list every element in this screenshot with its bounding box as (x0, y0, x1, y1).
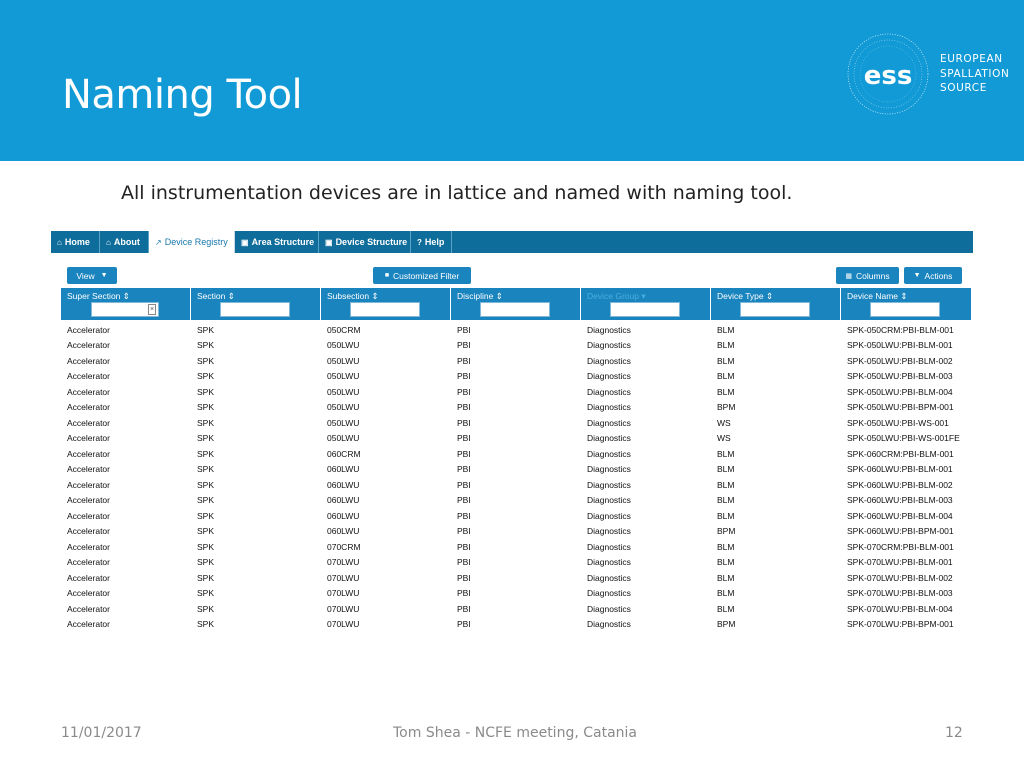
table-cell: Diagnostics (587, 448, 631, 459)
grid-body (61, 322, 971, 632)
table-cell: BLM (717, 510, 735, 521)
table-cell: PBI (457, 464, 471, 475)
table-cell: SPK (197, 448, 215, 459)
table-row[interactable] (61, 431, 971, 447)
table-cell: Accelerator (67, 324, 110, 335)
table-cell: Accelerator (67, 479, 110, 490)
table-cell: SPK-050LWU:PBI-BLM-003 (847, 371, 953, 382)
table-cell: SPK-050LWU:PBI-BPM-001 (847, 402, 954, 413)
table-cell: 060LWU (327, 479, 360, 490)
column-header-label: Discipline (457, 291, 494, 301)
table-cell: SPK (197, 479, 215, 490)
wrench-icon: ↗ (155, 237, 162, 247)
filter-input-section[interactable] (220, 302, 290, 317)
nav-tab-label: Area Structure (251, 237, 315, 247)
table-cell: BPM (717, 526, 736, 537)
column-header-label: Device Name (847, 291, 899, 301)
columns-button-label: Columns (856, 270, 890, 281)
table-cell: SPK-070CRM:PBI-BLM-001 (847, 541, 954, 552)
table-cell: Accelerator (67, 448, 110, 459)
sort-icon: ⇕ (495, 291, 503, 301)
table-cell: BLM (717, 355, 735, 366)
table-cell: BLM (717, 603, 735, 614)
filter-input-device-group[interactable] (610, 302, 680, 317)
view-button[interactable] (67, 267, 117, 284)
table-row[interactable] (61, 322, 971, 338)
table-cell: Diagnostics (587, 417, 631, 428)
table-row[interactable] (61, 415, 971, 431)
table-cell: SPK-050LWU:PBI-WS-001FE (847, 433, 960, 444)
logo-line: SOURCE (940, 82, 987, 94)
table-cell: PBI (457, 340, 471, 351)
table-cell: Diagnostics (587, 495, 631, 506)
table-cell: BLM (717, 495, 735, 506)
table-row[interactable] (61, 555, 971, 571)
table-cell: PBI (457, 495, 471, 506)
table-cell: Diagnostics (587, 324, 631, 335)
table-cell: 070LWU (327, 588, 360, 599)
table-cell: Accelerator (67, 619, 110, 630)
column-header-label: Device Group (587, 291, 639, 301)
column-header-device-name[interactable] (841, 288, 971, 320)
table-cell: SPK (197, 510, 215, 521)
table-cell: BLM (717, 572, 735, 583)
table-cell: Diagnostics (587, 355, 631, 366)
ess-logo (846, 32, 1016, 122)
filter-input-subsection[interactable] (350, 302, 420, 317)
table-row[interactable] (61, 446, 971, 462)
customized-filter-label: Customized Filter (393, 270, 460, 281)
column-header-section[interactable] (191, 288, 321, 320)
table-cell: 060LWU (327, 526, 360, 537)
table-cell: Diagnostics (587, 433, 631, 444)
column-header-label: Subsection (327, 291, 370, 301)
table-cell: BLM (717, 464, 735, 475)
table-cell: WS (717, 417, 731, 428)
table-cell: 050LWU (327, 402, 360, 413)
table-cell: Accelerator (67, 386, 110, 397)
table-cell: 070LWU (327, 603, 360, 614)
nav-tab-label: Device Structure (335, 237, 408, 247)
table-cell: SPK (197, 495, 215, 506)
table-cell: Diagnostics (587, 541, 631, 552)
filter-input-device-name[interactable] (870, 302, 940, 317)
table-cell: Accelerator (67, 588, 110, 599)
ess-logo-icon (846, 32, 930, 116)
sort-desc-icon: ▾ (641, 291, 646, 301)
table-cell: SPK (197, 572, 215, 583)
table-cell: SPK-050LWU:PBI-WS-001 (847, 417, 949, 428)
table-cell: PBI (457, 603, 471, 614)
filter-input-super-section[interactable] (91, 302, 159, 317)
table-cell: BLM (717, 588, 735, 599)
table-cell: PBI (457, 479, 471, 490)
table-cell: PBI (457, 448, 471, 459)
table-cell: Diagnostics (587, 526, 631, 537)
columns-icon: ▦ (845, 272, 853, 280)
home-icon: ⌂ (106, 237, 111, 247)
table-cell: Diagnostics (587, 464, 631, 475)
table-cell: SPK-070LWU:PBI-BLM-002 (847, 572, 953, 583)
nav-tab-help[interactable] (411, 231, 452, 253)
slide-header (0, 0, 1024, 161)
table-cell: Diagnostics (587, 557, 631, 568)
table-cell: PBI (457, 510, 471, 521)
sort-icon: ⇕ (371, 291, 379, 301)
table-row[interactable] (61, 384, 971, 400)
nav-tab-label: About (113, 237, 140, 247)
table-cell: SPK-050LWU:PBI-BLM-004 (847, 386, 953, 397)
table-cell: 060CRM (327, 448, 361, 459)
footer-presenter: Tom Shea - NCFE meeting, Catania (393, 725, 637, 741)
table-cell: Accelerator (67, 526, 110, 537)
nav-tab-label: Device Registry (164, 237, 228, 247)
table-cell: SPK-060LWU:PBI-BLM-001 (847, 464, 953, 475)
table-cell: SPK (197, 386, 215, 397)
page-number: 12 (945, 725, 963, 741)
table-row[interactable] (61, 586, 971, 602)
table-cell: Diagnostics (587, 386, 631, 397)
table-cell: SPK-070LWU:PBI-BLM-001 (847, 557, 953, 568)
table-cell: 050LWU (327, 386, 360, 397)
table-cell: PBI (457, 433, 471, 444)
table-row[interactable] (61, 601, 971, 617)
slide-subtitle: All instrumentation devices are in lattice and named with naming tool. (121, 182, 793, 204)
nav-tab-device-registry[interactable] (149, 231, 235, 253)
table-cell: Diagnostics (587, 479, 631, 490)
table-cell: 050LWU (327, 340, 360, 351)
table-cell: 060LWU (327, 510, 360, 521)
nav-tab-about[interactable] (100, 231, 149, 253)
table-cell: PBI (457, 402, 471, 413)
table-row[interactable] (61, 477, 971, 493)
sort-icon: ⇕ (900, 291, 908, 301)
table-cell: Accelerator (67, 541, 110, 552)
table-row[interactable] (61, 400, 971, 416)
table-cell: Accelerator (67, 340, 110, 351)
table-cell: SPK-060LWU:PBI-BLM-004 (847, 510, 953, 521)
table-cell: BLM (717, 386, 735, 397)
table-cell: BLM (717, 448, 735, 459)
table-cell: BLM (717, 557, 735, 568)
grid-header (61, 288, 971, 320)
table-cell: Accelerator (67, 355, 110, 366)
table-cell: Accelerator (67, 572, 110, 583)
table-cell: SPK (197, 355, 215, 366)
table-cell: PBI (457, 371, 471, 382)
table-cell: SPK (197, 526, 215, 537)
table-cell: SPK (197, 402, 215, 413)
table-cell: PBI (457, 355, 471, 366)
table-row[interactable] (61, 493, 971, 509)
table-cell: SPK (197, 324, 215, 335)
logo-mark: ess (863, 61, 913, 91)
table-cell: 060LWU (327, 495, 360, 506)
actions-button[interactable] (904, 267, 962, 284)
table-cell: BLM (717, 479, 735, 490)
table-cell: PBI (457, 588, 471, 599)
table-cell: PBI (457, 619, 471, 630)
sort-icon: ⇕ (227, 291, 235, 301)
column-header-label: Super Section (67, 291, 121, 301)
table-cell: 050LWU (327, 433, 360, 444)
table-cell: 050LWU (327, 371, 360, 382)
nav-tab-area-structure[interactable] (235, 231, 319, 253)
table-row[interactable] (61, 539, 971, 555)
nav-tab-home[interactable] (51, 231, 100, 253)
clear-filter-icon[interactable]: × (149, 306, 155, 313)
table-row[interactable] (61, 338, 971, 354)
app-navbar (51, 231, 973, 253)
table-cell: Accelerator (67, 417, 110, 428)
table-cell: Accelerator (67, 433, 110, 444)
table-cell: BLM (717, 340, 735, 351)
table-cell: 070CRM (327, 541, 361, 552)
chevron-down-icon: ▼ (100, 272, 108, 279)
table-cell: PBI (457, 572, 471, 583)
table-cell: BLM (717, 371, 735, 382)
chevron-down-icon: ▼ (913, 272, 921, 279)
column-header-device-type[interactable] (711, 288, 841, 320)
table-cell: SPK (197, 619, 215, 630)
nav-tab-label: Home (64, 237, 90, 247)
table-cell: SPK-070LWU:PBI-BLM-004 (847, 603, 953, 614)
table-cell: SPK-060LWU:PBI-BLM-003 (847, 495, 953, 506)
table-cell: Accelerator (67, 510, 110, 521)
nav-tab-device-structure[interactable] (319, 231, 411, 253)
logo-line: SPALLATION (940, 67, 1010, 80)
table-cell: Diagnostics (587, 588, 631, 599)
folder-icon: ▣ (325, 237, 333, 247)
table-cell: SPK (197, 417, 215, 428)
table-row[interactable] (61, 462, 971, 478)
table-cell: Diagnostics (587, 603, 631, 614)
table-cell: SPK (197, 340, 215, 351)
table-row[interactable] (61, 508, 971, 524)
table-cell: Diagnostics (587, 402, 631, 413)
nav-tab-label: Help (424, 237, 445, 247)
table-cell: Diagnostics (587, 340, 631, 351)
table-cell: PBI (457, 386, 471, 397)
table-cell: BPM (717, 402, 736, 413)
column-header-device-group[interactable] (581, 288, 711, 320)
footer-date: 11/01/2017 (61, 725, 142, 741)
table-row[interactable] (61, 524, 971, 540)
table-cell: SPK-050LWU:PBI-BLM-002 (847, 355, 953, 366)
columns-button[interactable] (836, 267, 899, 284)
table-cell: SPK (197, 557, 215, 568)
table-cell: SPK (197, 541, 215, 552)
table-cell: BPM (717, 619, 736, 630)
table-cell: BLM (717, 541, 735, 552)
table-cell: SPK (197, 464, 215, 475)
column-header-label: Section (197, 291, 226, 301)
table-cell: 070LWU (327, 572, 360, 583)
slide-title: Naming Tool (62, 72, 303, 118)
column-header-label: Device Type (717, 291, 764, 301)
table-cell: SPK-060LWU:PBI-BLM-002 (847, 479, 953, 490)
home-icon: ⌂ (57, 237, 62, 247)
table-row[interactable] (61, 353, 971, 369)
logo-line: EUROPEAN (940, 53, 1003, 65)
view-button-label: View (76, 270, 95, 281)
table-cell: SPK-050CRM:PBI-BLM-001 (847, 324, 954, 335)
table-cell: SPK-050LWU:PBI-BLM-001 (847, 340, 953, 351)
table-cell: 050LWU (327, 355, 360, 366)
naming-tool-app (51, 231, 973, 631)
table-cell: Accelerator (67, 464, 110, 475)
filter-icon: ■ (384, 272, 390, 279)
table-cell: 060LWU (327, 464, 360, 475)
filter-input-device-type[interactable] (740, 302, 810, 317)
table-cell: Diagnostics (587, 371, 631, 382)
table-cell: PBI (457, 541, 471, 552)
table-cell: SPK-070LWU:PBI-BLM-003 (847, 588, 953, 599)
table-cell: 070LWU (327, 557, 360, 568)
table-cell: Accelerator (67, 371, 110, 382)
table-cell: 070LWU (327, 619, 360, 630)
table-cell: BLM (717, 324, 735, 335)
table-cell: Accelerator (67, 495, 110, 506)
table-cell: Accelerator (67, 603, 110, 614)
table-cell: Diagnostics (587, 619, 631, 630)
table-cell: PBI (457, 526, 471, 537)
table-cell: Diagnostics (587, 572, 631, 583)
table-cell: PBI (457, 557, 471, 568)
table-cell: Accelerator (67, 402, 110, 413)
column-header-discipline[interactable] (451, 288, 581, 320)
device-grid (61, 288, 971, 632)
table-cell: PBI (457, 324, 471, 335)
table-cell: SPK (197, 603, 215, 614)
table-cell: SPK (197, 588, 215, 599)
table-cell: SPK (197, 371, 215, 382)
table-cell: 050CRM (327, 324, 361, 335)
sort-icon: ⇕ (122, 291, 130, 301)
table-cell: 050LWU (327, 417, 360, 428)
sort-icon: ⇕ (766, 291, 774, 301)
table-row[interactable] (61, 617, 971, 633)
table-cell: SPK-060CRM:PBI-BLM-001 (847, 448, 954, 459)
filter-input-discipline[interactable] (480, 302, 550, 317)
column-header-super-section[interactable] (61, 288, 191, 320)
table-row[interactable] (61, 570, 971, 586)
actions-button-label: Actions (924, 270, 953, 281)
folder-icon: ▣ (241, 237, 249, 247)
customized-filter-button[interactable] (373, 267, 471, 284)
table-cell: SPK (197, 433, 215, 444)
table-cell: PBI (457, 417, 471, 428)
table-cell: WS (717, 433, 731, 444)
table-cell: SPK-070LWU:PBI-BPM-001 (847, 619, 954, 630)
table-cell: SPK-060LWU:PBI-BPM-001 (847, 526, 954, 537)
table-cell: Diagnostics (587, 510, 631, 521)
question-icon: ? (417, 237, 422, 247)
logo-wordmark (940, 52, 1009, 96)
table-row[interactable] (61, 369, 971, 385)
table-cell: Accelerator (67, 557, 110, 568)
column-header-subsection[interactable] (321, 288, 451, 320)
